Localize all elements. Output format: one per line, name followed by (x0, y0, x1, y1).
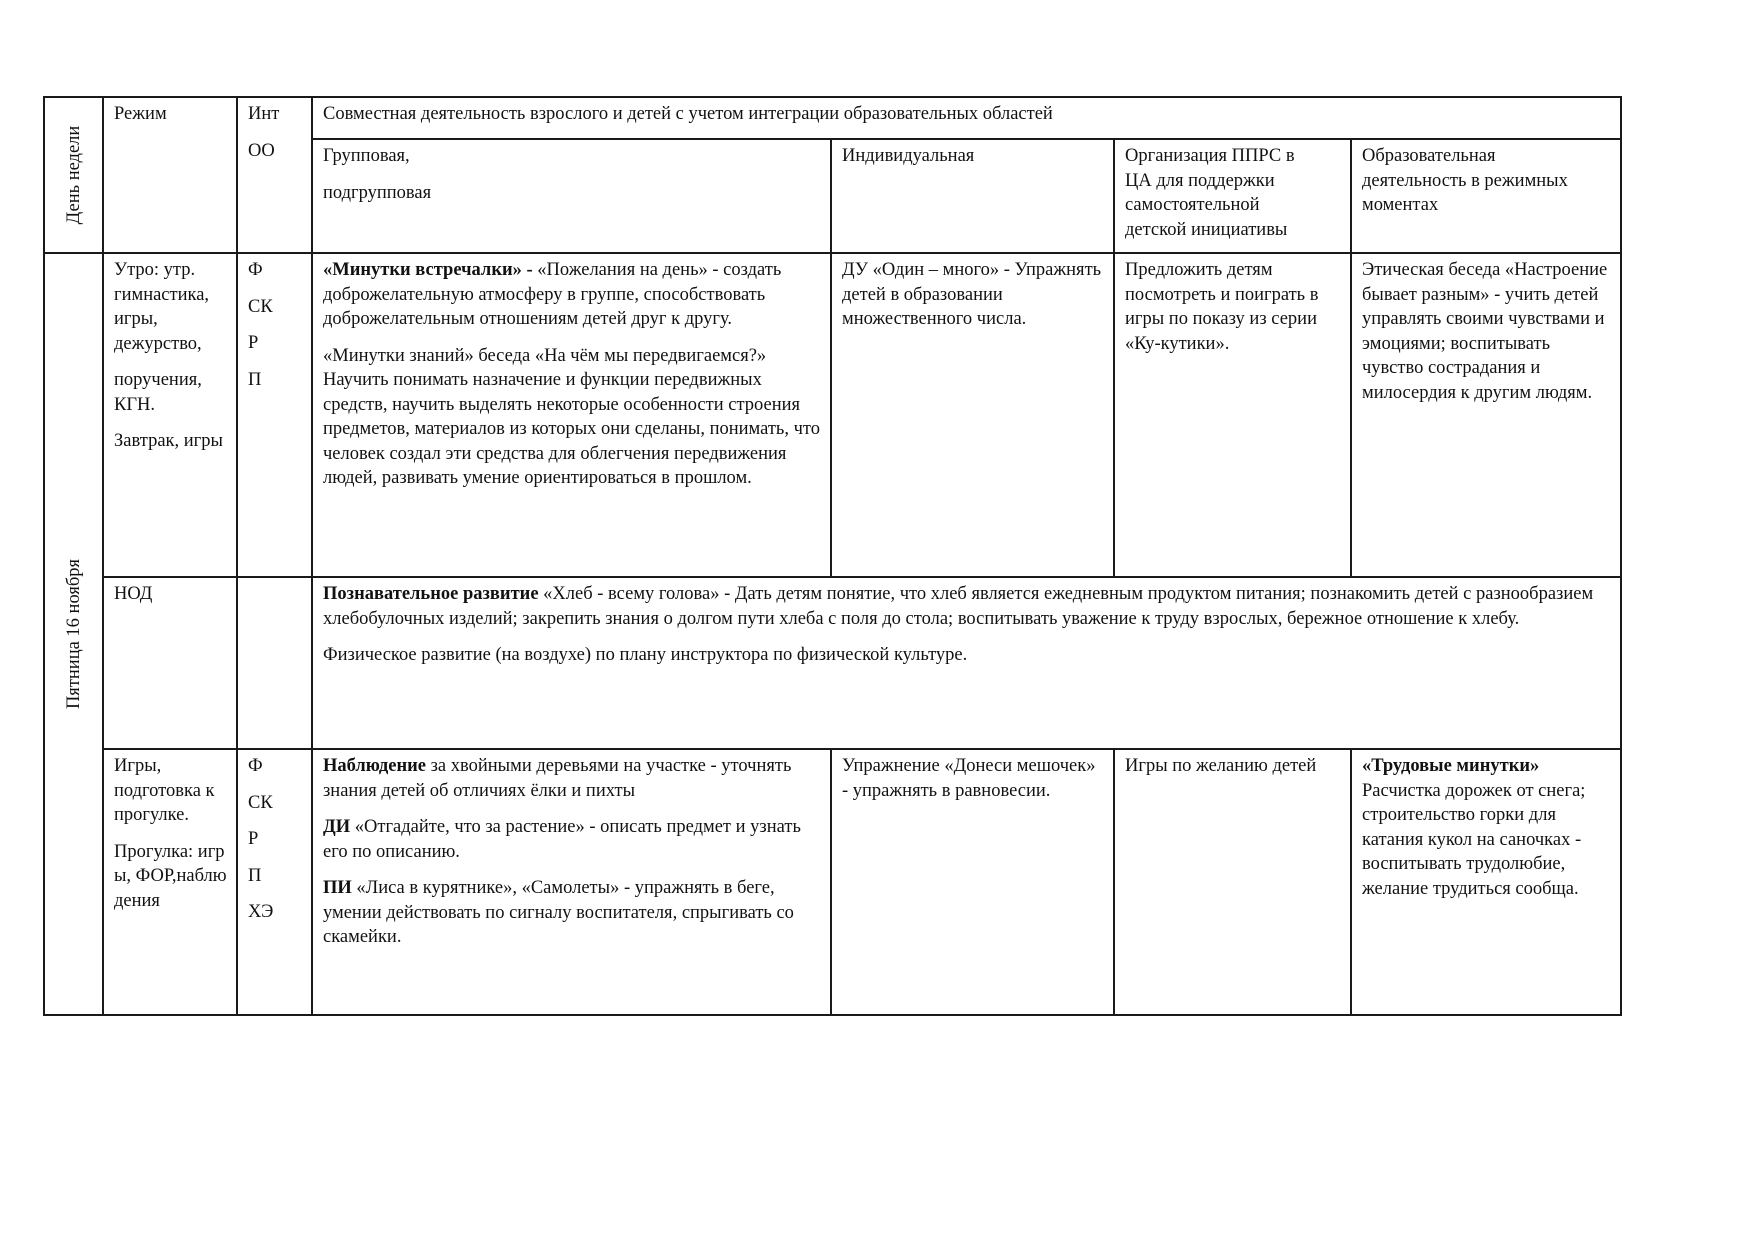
walk-regime-cell (103, 749, 237, 1015)
joint-activity-label: Совместная деятельность взрослого и детей с учетом интеграции образовательных областей (323, 104, 1053, 124)
morning-regime-text-2: поручения, КГН. (114, 370, 202, 415)
nod-content-cell (312, 577, 1621, 749)
walk-ppr-cell (1114, 749, 1351, 1015)
walk-code: П (248, 865, 262, 886)
header-row-1 (44, 97, 1621, 139)
day-label: Пятница 16 ноября (63, 558, 84, 710)
walk-code: Ф (248, 756, 263, 776)
nod-bold: Познавательное развитие (323, 584, 539, 604)
walk-edu-cell (1351, 749, 1621, 1015)
morning-code: П (248, 369, 262, 390)
nod-row (44, 577, 1621, 749)
day-of-week-header (44, 97, 103, 253)
nod-regime-cell (103, 577, 237, 749)
ppr-header (1114, 139, 1351, 253)
group-header (312, 139, 831, 253)
edu-header-line-2: деятельность в режимных (1362, 170, 1568, 191)
morning-group-paragraph-1 (323, 258, 822, 332)
walk-group-text-2: «Отгадайте, что за растение» - описать предмет и узнать его по описанию. (323, 817, 801, 862)
nod-text: «Хлеб - всему голова» - Дать детям понятие, что хлеб является ежедневным продуктом питания; познакомить детей с разнообразием хлебобулочных изделий; закрепить знания о долгом пути хлеба с поля до стола; воспитывать уважение к труду взрослых, бережное отношение к хлебу. (323, 584, 1594, 629)
morning-regime-text-1: Утро: утр. гимнастика, игры, дежурство, (114, 260, 210, 354)
walk-edu-text: Расчистка дорожек от снега; строительство горки для катания кукол на саночках - воспитывать трудолюбие, желание трудиться сообща. (1362, 780, 1586, 899)
individual-label: Индивидуальная (842, 146, 975, 166)
walk-group-text-3: «Лиса в курятнике», «Самолеты» - упражнять в беге, умении действовать по сигналу воспитателя, спрыгивать со скамейки. (323, 878, 794, 947)
walk-group-paragraph-1 (323, 754, 822, 803)
morning-ppr-text: Предложить детям посмотреть и поиграть в игры по показу из серии «Ку-кутики». (1125, 260, 1319, 354)
morning-edu-cell (1351, 253, 1621, 577)
walk-group-paragraph-2 (323, 815, 822, 864)
day-cell (44, 253, 103, 1015)
walk-code: СК (248, 792, 273, 813)
morning-code: СК (248, 296, 273, 317)
walk-individual-text: Упражнение «Донеси мешочек» - упражнять в равновесии. (842, 756, 1096, 801)
walk-code: Р (248, 829, 259, 849)
walk-group-text-1: за хвойными деревьями на участке - уточнять знания детей об отличиях ёлки и пихты (323, 756, 792, 801)
int-label: Инт (248, 104, 280, 124)
morning-group-bold: «Минутки встречалки» - (323, 260, 533, 280)
morning-code: Ф (248, 260, 263, 280)
nod-regime-text: НОД (114, 584, 153, 604)
walk-group-bold-2: ДИ (323, 817, 351, 837)
ppr-header-line-1: Организация ППРС в (1125, 146, 1295, 166)
group-header-line-1: Групповая, (323, 146, 410, 166)
morning-individual-text: ДУ «Один – много» - Упражнять детей в образовании множественного числа. (842, 260, 1102, 329)
morning-group-text: «Пожелания на день» - создать доброжелательную атмосферу в группе, способствовать доброжелательным отношениям детей друг к другу. (323, 260, 782, 329)
walk-individual-cell (831, 749, 1114, 1015)
nod-paragraph-1 (323, 582, 1612, 631)
walk-ppr-text: Игры по желанию детей (1125, 756, 1317, 776)
joint-activity-header (312, 97, 1621, 139)
walk-regime-text-2: Прогулка: игры, ФОР,наблюдения (114, 841, 227, 911)
day-of-week-label: День недели (63, 125, 84, 225)
walk-group-bold-3: ПИ (323, 878, 352, 898)
nod-paragraph-2: Физическое развитие (на воздухе) по плану инструктора по физической культуре. (323, 645, 968, 665)
walk-group-cell (312, 749, 831, 1015)
morning-codes-cell (237, 253, 312, 577)
walk-edu-bold: «Трудовые минутки» (1362, 756, 1540, 776)
morning-code: Р (248, 333, 259, 353)
morning-individual-cell (831, 253, 1114, 577)
walk-group-paragraph-3 (323, 876, 822, 950)
walk-codes-cell (237, 749, 312, 1015)
morning-row (44, 253, 1621, 577)
ppr-header-line-3: самостоятельной (1125, 195, 1260, 215)
morning-regime-text-3: Завтрак, игры (114, 431, 223, 451)
weekly-plan-table (43, 96, 1622, 1016)
walk-regime-text-1: Игры, подготовка к прогулке. (114, 756, 215, 825)
oo-label: ОО (248, 140, 275, 161)
ppr-header-line-4: детской инициативы (1125, 219, 1288, 240)
nod-codes-cell (237, 577, 312, 749)
walk-group-bold-1: Наблюдение (323, 756, 426, 776)
edu-header-line-1: Образовательная (1362, 146, 1496, 166)
morning-group-paragraph-2: «Минутки знаний» беседа «На чём мы передвигаемся?» Научить понимать назначение и функции передвижных средств, научить выделять некоторые особенности строения предметов, материалов из которых они сделаны, понимать, что человек создал эти средства для облегчения передвижения людей, развивать умение ориентироваться в прошлом. (323, 345, 820, 488)
regime-header (103, 97, 237, 253)
morning-regime-cell (103, 253, 237, 577)
morning-ppr-cell (1114, 253, 1351, 577)
walk-code: ХЭ (248, 902, 274, 922)
regime-label: Режим (114, 104, 167, 124)
edu-header-line-3: моментах (1362, 195, 1439, 215)
int-oo-header (237, 97, 312, 253)
edu-header (1351, 139, 1621, 253)
morning-group-cell (312, 253, 831, 577)
morning-edu-text: Этическая беседа «Настроение бывает разным» - учить детей управлять своими чувствами и эмоциями; воспитывать чувство сострадания и милосердия к другим людям. (1362, 260, 1608, 403)
individual-header (831, 139, 1114, 253)
ppr-header-line-2: ЦА для поддержки (1125, 170, 1275, 191)
group-header-line-2: подгрупповая (323, 182, 432, 203)
walk-row (44, 749, 1621, 1015)
